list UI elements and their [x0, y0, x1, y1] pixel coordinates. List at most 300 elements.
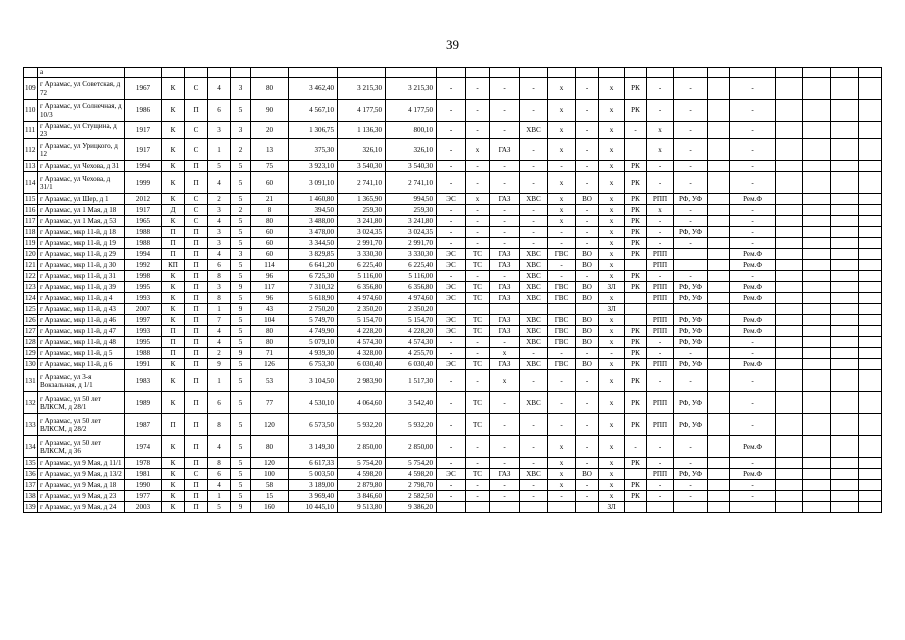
- address-cell: г Арзамас, ул Урицкого, д 12: [38, 139, 125, 161]
- table-cell: ТС: [466, 414, 490, 436]
- table-cell: ЭС: [437, 293, 466, 304]
- table-cell: [776, 436, 803, 458]
- table-cell: [776, 205, 803, 216]
- table-cell: [831, 100, 859, 122]
- private-area-cell: 2 850,00: [386, 436, 437, 458]
- table-cell: ХВС: [520, 122, 548, 139]
- table-cell: -: [437, 348, 466, 359]
- material-cell: П: [162, 249, 185, 260]
- entrances-cell: 8: [208, 458, 231, 469]
- floors-cell: 3: [231, 249, 251, 260]
- table-cell: ЭС: [437, 359, 466, 370]
- table-cell: [831, 205, 859, 216]
- table-cell: Рем.Ф: [730, 260, 776, 271]
- table-cell: -: [647, 78, 674, 100]
- address-cell: г Арзамас, ул 9 Мая, д 18: [38, 480, 125, 491]
- table-cell: -: [674, 348, 708, 359]
- table-cell: [803, 315, 831, 326]
- table-cell: ЭС: [437, 326, 466, 337]
- material-cell: К: [162, 304, 185, 315]
- table-cell: РПП: [647, 315, 674, 326]
- table-cell: -: [548, 392, 576, 414]
- table-cell: -: [520, 414, 548, 436]
- table-cell: [776, 370, 803, 392]
- table-cell: -: [490, 161, 520, 172]
- table-row: [24, 491, 882, 502]
- table-cell: -: [490, 392, 520, 414]
- table-cell: х: [599, 205, 625, 216]
- table-cell: -: [647, 216, 674, 227]
- residential-area-cell: 5 754,20: [338, 458, 386, 469]
- table-cell: [647, 68, 674, 78]
- table-cell: ЭС: [437, 315, 466, 326]
- year-built-cell: 1989: [125, 392, 162, 414]
- wall-type-cell: С: [185, 194, 208, 205]
- table-cell: РПП: [647, 293, 674, 304]
- table-cell: -: [576, 122, 599, 139]
- table-cell: [776, 172, 803, 194]
- table-cell: [831, 414, 859, 436]
- table-cell: х: [548, 469, 576, 480]
- address-cell: г Арзамас, ул Чехова, д 31/1: [38, 172, 125, 194]
- table-cell: х: [599, 139, 625, 161]
- total-area-cell: 4 939,30: [289, 348, 338, 359]
- table-cell: ТС: [466, 315, 490, 326]
- wall-type-cell: П: [185, 271, 208, 282]
- table-cell: [831, 436, 859, 458]
- table-cell: х: [599, 392, 625, 414]
- table-cell: х: [599, 78, 625, 100]
- table-cell: РК: [625, 370, 647, 392]
- table-cell: -: [437, 458, 466, 469]
- table-cell: -: [437, 172, 466, 194]
- table-cell: -: [520, 216, 548, 227]
- table-row: [24, 194, 882, 205]
- apartments-cell: 60: [251, 227, 289, 238]
- row-number-cell: 114: [24, 172, 38, 194]
- table-cell: [803, 348, 831, 359]
- table-row: [24, 282, 882, 293]
- table-cell: ВО: [576, 293, 599, 304]
- table-cell: [548, 68, 576, 78]
- table-row: [24, 271, 882, 282]
- table-cell: -: [576, 458, 599, 469]
- material-cell: К: [162, 480, 185, 491]
- year-built-cell: 1983: [125, 370, 162, 392]
- material-cell: П: [162, 348, 185, 359]
- apartments-cell: 71: [251, 348, 289, 359]
- table-cell: -: [548, 348, 576, 359]
- table-cell: [708, 282, 730, 293]
- table-cell: [831, 304, 859, 315]
- table-cell: -: [647, 238, 674, 249]
- wall-type-cell: П: [185, 161, 208, 172]
- private-area-cell: 3 215,30: [386, 78, 437, 100]
- table-cell: -: [730, 161, 776, 172]
- table-cell: х: [466, 194, 490, 205]
- table-cell: [803, 293, 831, 304]
- year-built-cell: 1981: [125, 469, 162, 480]
- table-cell: -: [490, 78, 520, 100]
- table-cell: [776, 469, 803, 480]
- year-built-cell: 1967: [125, 78, 162, 100]
- table-cell: -: [490, 458, 520, 469]
- entrances-cell: 8: [208, 414, 231, 436]
- table-cell: [599, 68, 625, 78]
- total-area-cell: 4 567,10: [289, 100, 338, 122]
- table-cell: х: [490, 370, 520, 392]
- row-number-cell: 128: [25, 338, 36, 347]
- table-cell: [437, 304, 466, 315]
- year-built-cell: 1977: [125, 491, 162, 502]
- address-cell: г Арзамас, мкр 11-й, д 48: [38, 337, 125, 348]
- table-row: [24, 315, 882, 326]
- total-area-cell: 4 530,10: [289, 392, 338, 414]
- table-cell: -: [576, 370, 599, 392]
- floors-cell: 5: [231, 326, 251, 337]
- table-cell: х: [599, 436, 625, 458]
- table-cell: РПП: [647, 194, 674, 205]
- table-cell: -: [520, 172, 548, 194]
- table-cell: [776, 161, 803, 172]
- table-cell: х: [599, 293, 625, 304]
- table-cell: [803, 282, 831, 293]
- address-cell: г Арзамас, мкр 11-й, д 6: [38, 359, 125, 370]
- entrances-cell: 5: [208, 161, 231, 172]
- table-cell: [859, 68, 882, 78]
- table-cell: -: [647, 458, 674, 469]
- private-area-cell: 3 241,80: [386, 216, 437, 227]
- apartments-cell: 77: [251, 392, 289, 414]
- wall-type-cell: П: [185, 100, 208, 122]
- row-number-cell: 131: [24, 370, 38, 392]
- residential-area-cell: 3 024,35: [338, 227, 386, 238]
- table-cell: х: [599, 227, 625, 238]
- table-cell: [859, 78, 882, 100]
- table-cell: [674, 502, 708, 513]
- table-row: [24, 260, 882, 271]
- table-cell: -: [576, 271, 599, 282]
- table-row: [24, 326, 882, 337]
- table-cell: х: [599, 337, 625, 348]
- wall-type-cell: П: [185, 260, 208, 271]
- table-row-continuation: [24, 68, 882, 78]
- apartments-cell: 8: [251, 205, 289, 216]
- table-cell: -: [548, 227, 576, 238]
- table-cell: -: [625, 436, 647, 458]
- table-cell: ГВС: [548, 337, 576, 348]
- residential-area-cell: 4 064,60: [338, 392, 386, 414]
- floors-cell: 5: [231, 293, 251, 304]
- total-area-cell: 5 749,70: [289, 315, 338, 326]
- floors-cell: 5: [231, 238, 251, 249]
- table-cell: -: [576, 100, 599, 122]
- table-cell: [831, 216, 859, 227]
- row-number-cell: 117: [24, 216, 38, 227]
- table-cell: [859, 139, 882, 161]
- material-cell: П: [162, 227, 185, 238]
- table-cell: РФ, УФ: [674, 293, 708, 304]
- table-cell: -: [730, 139, 776, 161]
- wall-type-cell: П: [185, 337, 208, 348]
- entrances-cell: 1: [208, 370, 231, 392]
- table-cell: х: [548, 78, 576, 100]
- table-cell: [831, 359, 859, 370]
- table-cell: РК: [625, 161, 647, 172]
- table-cell: [859, 172, 882, 194]
- entrances-cell: 2: [208, 194, 231, 205]
- total-area-cell: 3 478,00: [289, 227, 338, 238]
- table-cell: ТС: [466, 249, 490, 260]
- row-number-cell: 127: [25, 327, 36, 336]
- material-cell: К: [162, 122, 185, 139]
- table-cell: [708, 458, 730, 469]
- row-number-cell: 132: [24, 392, 38, 414]
- floors-cell: 5: [231, 216, 251, 227]
- wall-type-cell: П: [185, 370, 208, 392]
- table-cell: [859, 469, 882, 480]
- table-cell: РК: [625, 216, 647, 227]
- material-cell: К: [162, 100, 185, 122]
- table-cell: РК: [625, 392, 647, 414]
- material-cell: К: [162, 282, 185, 293]
- private-area-cell: 259,30: [386, 205, 437, 216]
- residential-area-cell: 4 328,00: [338, 348, 386, 359]
- table-cell: [576, 68, 599, 78]
- address-cell: г Арзамас, ул Шер, д 1: [38, 194, 125, 205]
- entrances-cell: 4: [208, 436, 231, 458]
- table-cell: -: [730, 122, 776, 139]
- table-cell: -: [674, 139, 708, 161]
- entrances-cell: 2: [208, 348, 231, 359]
- floors-cell: 5: [231, 337, 251, 348]
- total-area-cell: 6 753,30: [289, 359, 338, 370]
- table-cell: [708, 392, 730, 414]
- apartments-cell: 15: [251, 491, 289, 502]
- private-area-cell: 3 024,35: [386, 227, 437, 238]
- table-cell: ЗЛ: [599, 304, 625, 315]
- table-row: [24, 78, 882, 100]
- private-area-cell: 9 386,20: [386, 502, 437, 513]
- table-row: [24, 205, 882, 216]
- table-cell: -: [466, 480, 490, 491]
- table-cell: РПП: [647, 249, 674, 260]
- table-cell: [708, 304, 730, 315]
- table-cell: -: [730, 370, 776, 392]
- table-cell: -: [437, 139, 466, 161]
- table-cell: РПП: [647, 260, 674, 271]
- table-cell: ЭС: [437, 469, 466, 480]
- private-area-cell: 994,50: [386, 194, 437, 205]
- table-cell: [859, 205, 882, 216]
- table-cell: х: [647, 122, 674, 139]
- table-cell: [625, 502, 647, 513]
- table-cell: х: [599, 491, 625, 502]
- table-cell: -: [730, 491, 776, 502]
- table-cell: -: [466, 161, 490, 172]
- table-cell: [803, 458, 831, 469]
- material-cell: К: [162, 315, 185, 326]
- address-cell: г Арзамас, мкр 11-й, д 19: [38, 238, 125, 249]
- table-cell: ГАЗ: [490, 139, 520, 161]
- table-cell: [490, 68, 520, 78]
- table-cell: -: [437, 100, 466, 122]
- table-cell: РК: [625, 100, 647, 122]
- row-number-cell: 119: [24, 238, 38, 249]
- table-cell: -: [437, 78, 466, 100]
- table-cell: ГАЗ: [490, 282, 520, 293]
- table-cell: -: [674, 161, 708, 172]
- row-number-cell: 136: [25, 470, 36, 479]
- table-cell: РПП: [647, 392, 674, 414]
- table-cell: [708, 227, 730, 238]
- table-cell: [708, 326, 730, 337]
- table-cell: х: [548, 139, 576, 161]
- table-cell: [831, 315, 859, 326]
- table-cell: [776, 392, 803, 414]
- table-cell: [831, 227, 859, 238]
- table-cell: [548, 502, 576, 513]
- table-cell: [776, 227, 803, 238]
- total-area-cell: 5 618,90: [289, 293, 338, 304]
- year-built-cell: 1999: [125, 172, 162, 194]
- residential-area-cell: 3 330,30: [338, 249, 386, 260]
- entrances-cell: 8: [208, 293, 231, 304]
- total-area-cell: 3 104,50: [289, 370, 338, 392]
- entrances-cell: 4: [208, 216, 231, 227]
- floors-cell: 5: [231, 480, 251, 491]
- row-number-cell: 112: [24, 139, 38, 161]
- floors-cell: 5: [231, 260, 251, 271]
- table-row: [24, 480, 882, 491]
- wall-type-cell: П: [185, 304, 208, 315]
- table-cell: [625, 293, 647, 304]
- table-cell: [708, 68, 730, 78]
- table-cell: -: [490, 100, 520, 122]
- table-cell: [831, 392, 859, 414]
- table-cell: [208, 68, 231, 78]
- table-cell: ЗЛ: [599, 502, 625, 513]
- table-cell: [831, 271, 859, 282]
- wall-type-cell: П: [185, 326, 208, 337]
- table-cell: [776, 491, 803, 502]
- table-cell: [708, 502, 730, 513]
- table-cell: -: [647, 436, 674, 458]
- table-row: [24, 414, 882, 436]
- row-number-cell: 115: [24, 194, 38, 205]
- wall-type-cell: П: [185, 392, 208, 414]
- table-cell: [803, 205, 831, 216]
- residential-area-cell: 5 932,20: [338, 414, 386, 436]
- row-number-cell: 139: [25, 503, 36, 512]
- table-cell: -: [548, 161, 576, 172]
- table-cell: -: [437, 161, 466, 172]
- entrances-cell: 6: [208, 100, 231, 122]
- year-built-cell: 1995: [125, 282, 162, 293]
- total-area-cell: 6 641,20: [289, 260, 338, 271]
- apartments-cell: 80: [251, 337, 289, 348]
- apartments-cell: 20: [251, 122, 289, 139]
- address-cell: г Арзамас, мкр 11-й, д 18: [38, 227, 125, 238]
- table-cell: [708, 249, 730, 260]
- table-cell: х: [599, 271, 625, 282]
- housing-registry-table: [23, 67, 882, 513]
- table-cell: [776, 359, 803, 370]
- row-number-cell: 130: [25, 360, 36, 369]
- material-cell: К: [162, 194, 185, 205]
- floors-cell: 5: [231, 414, 251, 436]
- residential-area-cell: 3 241,80: [338, 216, 386, 227]
- table-cell: [776, 480, 803, 491]
- wall-type-cell: П: [185, 458, 208, 469]
- table-cell: РК: [625, 337, 647, 348]
- table-cell: Рем.Ф: [730, 315, 776, 326]
- table-cell: -: [520, 491, 548, 502]
- table-cell: [776, 326, 803, 337]
- table-cell: ГВС: [548, 359, 576, 370]
- material-cell: К: [162, 502, 185, 513]
- material-cell: К: [162, 271, 185, 282]
- table-cell: [730, 304, 776, 315]
- table-cell: [776, 249, 803, 260]
- table-cell: -: [466, 271, 490, 282]
- wall-type-cell: С: [185, 205, 208, 216]
- table-cell: [831, 249, 859, 260]
- table-cell: -: [576, 216, 599, 227]
- table-cell: -: [466, 337, 490, 348]
- row-number-cell: 129: [25, 349, 36, 358]
- address-cell: г Арзамас, мкр 11-й, д 43: [38, 304, 125, 315]
- table-cell: [859, 249, 882, 260]
- private-area-cell: 800,10: [386, 122, 437, 139]
- wall-type-cell: П: [185, 480, 208, 491]
- table-cell: ТС: [466, 260, 490, 271]
- table-row: [24, 139, 882, 161]
- table-cell: ЭС: [437, 260, 466, 271]
- wall-type-cell: С: [185, 122, 208, 139]
- table-cell: [803, 326, 831, 337]
- row-number-cell: 124: [25, 294, 36, 303]
- wall-type-cell: С: [185, 469, 208, 480]
- table-cell: ХВС: [520, 194, 548, 205]
- table-cell: -: [674, 122, 708, 139]
- address-cell: г Арзамас, мкр 11-й, д 46: [38, 315, 125, 326]
- wall-type-cell: П: [185, 491, 208, 502]
- row-number-cell: 133: [24, 414, 38, 436]
- table-cell: [859, 436, 882, 458]
- table-cell: -: [466, 122, 490, 139]
- table-cell: -: [466, 100, 490, 122]
- table-cell: -: [520, 100, 548, 122]
- table-cell: -: [730, 216, 776, 227]
- address-cell: г Арзамас, ул 9 Мая, д 13/2: [38, 469, 125, 480]
- year-built-cell: 1917: [125, 205, 162, 216]
- material-cell: Д: [162, 205, 185, 216]
- table-cell: -: [576, 414, 599, 436]
- table-cell: [708, 122, 730, 139]
- table-cell: -: [437, 122, 466, 139]
- table-cell: -: [647, 348, 674, 359]
- year-built-cell: 1988: [125, 238, 162, 249]
- year-built-cell: 1974: [125, 436, 162, 458]
- table-cell: [803, 260, 831, 271]
- table-row: [24, 161, 882, 172]
- table-row: [24, 337, 882, 348]
- table-cell: [859, 100, 882, 122]
- row-number-cell: 135: [25, 459, 36, 468]
- table-cell: [803, 370, 831, 392]
- table-cell: [831, 469, 859, 480]
